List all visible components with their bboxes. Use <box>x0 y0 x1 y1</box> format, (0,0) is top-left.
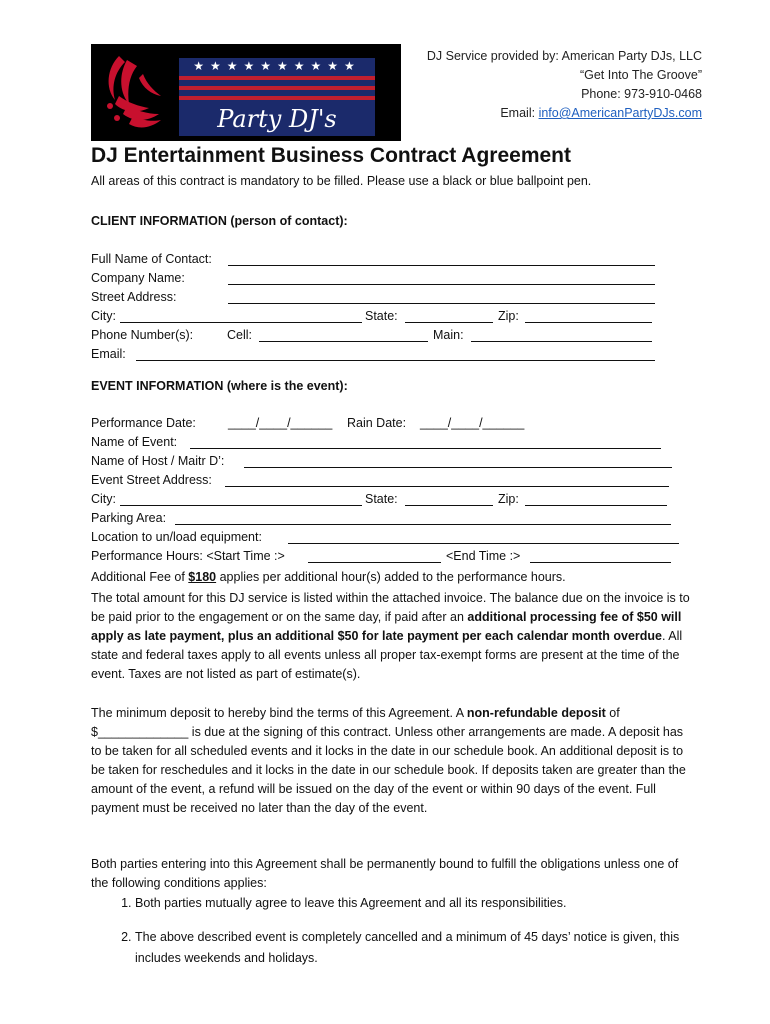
company-field[interactable] <box>228 284 655 285</box>
full-name-label: Full Name of Contact: <box>91 252 212 266</box>
intro-text: All areas of this contract is mandatory to be filled. Please use a black or blue ballpoint pen. <box>91 174 592 188</box>
flag-stripe <box>179 76 375 80</box>
street-label: Street Address: <box>91 290 177 304</box>
condition-item: 2. The above described event is completely cancelled and a minimum of 45 days’ notice is given, this includes weekends and holidays. <box>135 927 725 969</box>
location-field[interactable] <box>288 543 679 544</box>
zip-label: Zip: <box>498 309 519 323</box>
stars-row: ★★★★★★★★★★ <box>193 59 361 73</box>
cell-field[interactable] <box>259 341 428 342</box>
city-label: City: <box>91 309 116 323</box>
additional-fee-text <box>91 568 691 587</box>
state-field[interactable] <box>405 322 493 323</box>
event-section-heading: EVENT INFORMATION (where is the event): <box>91 379 348 393</box>
parking-field[interactable] <box>175 524 671 525</box>
flag-stripe <box>179 96 375 100</box>
full-name-field[interactable] <box>228 265 655 266</box>
hours-label: Performance Hours: <Start Time :> <box>91 549 285 563</box>
deposit-text: The minimum deposit to hereby bind the terms of this Agreement. A <box>91 706 467 720</box>
event-name-field[interactable] <box>190 448 661 449</box>
logo-text: Party DJ's <box>217 105 337 133</box>
event-name-label: Name of Event: <box>91 435 178 449</box>
email-link[interactable]: info@AmericanPartyDJs.com <box>538 106 702 120</box>
rain-date-field[interactable]: ____/____/______ <box>420 416 525 430</box>
event-state-label: State: <box>365 492 398 506</box>
condition-item: 1. Both parties mutually agree to leave this Agreement and all its responsibilities. <box>135 893 725 914</box>
event-zip-field[interactable] <box>525 505 667 506</box>
event-zip-label: Zip: <box>498 492 519 506</box>
fee-amount: $180 <box>188 570 217 584</box>
host-field[interactable] <box>244 467 672 468</box>
slogan: “Get Into The Groove” <box>579 68 702 82</box>
email-line <box>427 104 702 123</box>
event-street-label: Event Street Address: <box>91 473 212 487</box>
company-label: Company Name: <box>91 271 185 285</box>
event-state-field[interactable] <box>405 505 493 506</box>
parking-label: Parking Area: <box>91 511 167 525</box>
flag-stripe <box>179 86 375 90</box>
flag-graphic <box>179 58 375 136</box>
payment-text: The total amount for this DJ service is listed within the attached invoice. The balance due on the invoice is to be paid prior to the engagement or on the same day, if paid after an <box>91 591 690 624</box>
zip-field[interactable] <box>525 322 652 323</box>
rain-date-label: Rain Date: <box>347 416 407 430</box>
main-field[interactable] <box>471 341 652 342</box>
start-time-field[interactable] <box>308 562 441 563</box>
deposit-paragraph <box>91 704 691 818</box>
main-label: Main: <box>433 328 464 342</box>
performance-date-label: Performance Date: <box>91 416 196 430</box>
cell-label: Cell: <box>227 328 253 342</box>
contact-block <box>427 47 702 123</box>
conditions-list <box>91 893 725 982</box>
late-fee-text: additional processing fee of $50 will apply as late payment, plus an additional $50 for late payment per each calendar month overdue <box>91 610 682 643</box>
location-label: Location to un/load equipment: <box>91 530 262 544</box>
host-label: Name of Host / Maitr D’: <box>91 454 225 468</box>
client-email-field[interactable] <box>136 360 655 361</box>
payment-paragraph <box>91 589 691 684</box>
end-time-field[interactable] <box>530 562 671 563</box>
email-label: Email: <box>91 347 126 361</box>
email-label: Email: <box>500 106 536 120</box>
wing-icon <box>97 48 177 138</box>
phone-label: Phone Number(s): <box>91 328 194 342</box>
event-city-label: City: <box>91 492 116 506</box>
state-label: State: <box>365 309 398 323</box>
street-field[interactable] <box>228 303 655 304</box>
client-section-heading: CLIENT INFORMATION (person of contact): <box>91 214 348 228</box>
end-time-label: <End Time :> <box>446 549 521 563</box>
event-street-field[interactable] <box>225 486 669 487</box>
fee-suffix: applies per additional hour(s) added to the performance hours. <box>216 570 566 584</box>
performance-date-field[interactable]: ____/____/______ <box>228 416 333 430</box>
phone-line: Phone: 973-910-0468 <box>581 87 702 101</box>
fee-prefix: Additional Fee of <box>91 570 189 584</box>
event-city-field[interactable] <box>120 505 362 506</box>
deposit-terms-text: of $_____________ is due at the signing of this contract. Unless other arrangements are made. A deposit has to be taken for all scheduled events and it locks in the date in our schedule book. An additional deposit is to be taken for reschedules and it locks in the date in our schedule book. If deposits taken are greater than the amount of the event, a refund will be issued on the day of the event or within 90 days of the event. Full payment must be received no later than the day of the event. <box>91 706 686 815</box>
document-title: DJ Entertainment Business Contract Agreement <box>91 144 571 167</box>
non-refundable-deposit-text: non-refundable deposit <box>466 706 606 720</box>
service-provider-line: DJ Service provided by: American Party DJs, LLC <box>426 49 702 63</box>
american-party-djs-logo <box>91 44 401 141</box>
tax-text: . All state and federal taxes apply to all events unless all proper tax-exempt forms are present at the time of the event. Taxes are not listed as part of estimate(s). <box>91 629 683 681</box>
obligations-intro: Both parties entering into this Agreement shall be permanently bound to fulfill the obligations unless one of the following conditions applies: <box>91 857 679 890</box>
city-field[interactable] <box>120 322 362 323</box>
